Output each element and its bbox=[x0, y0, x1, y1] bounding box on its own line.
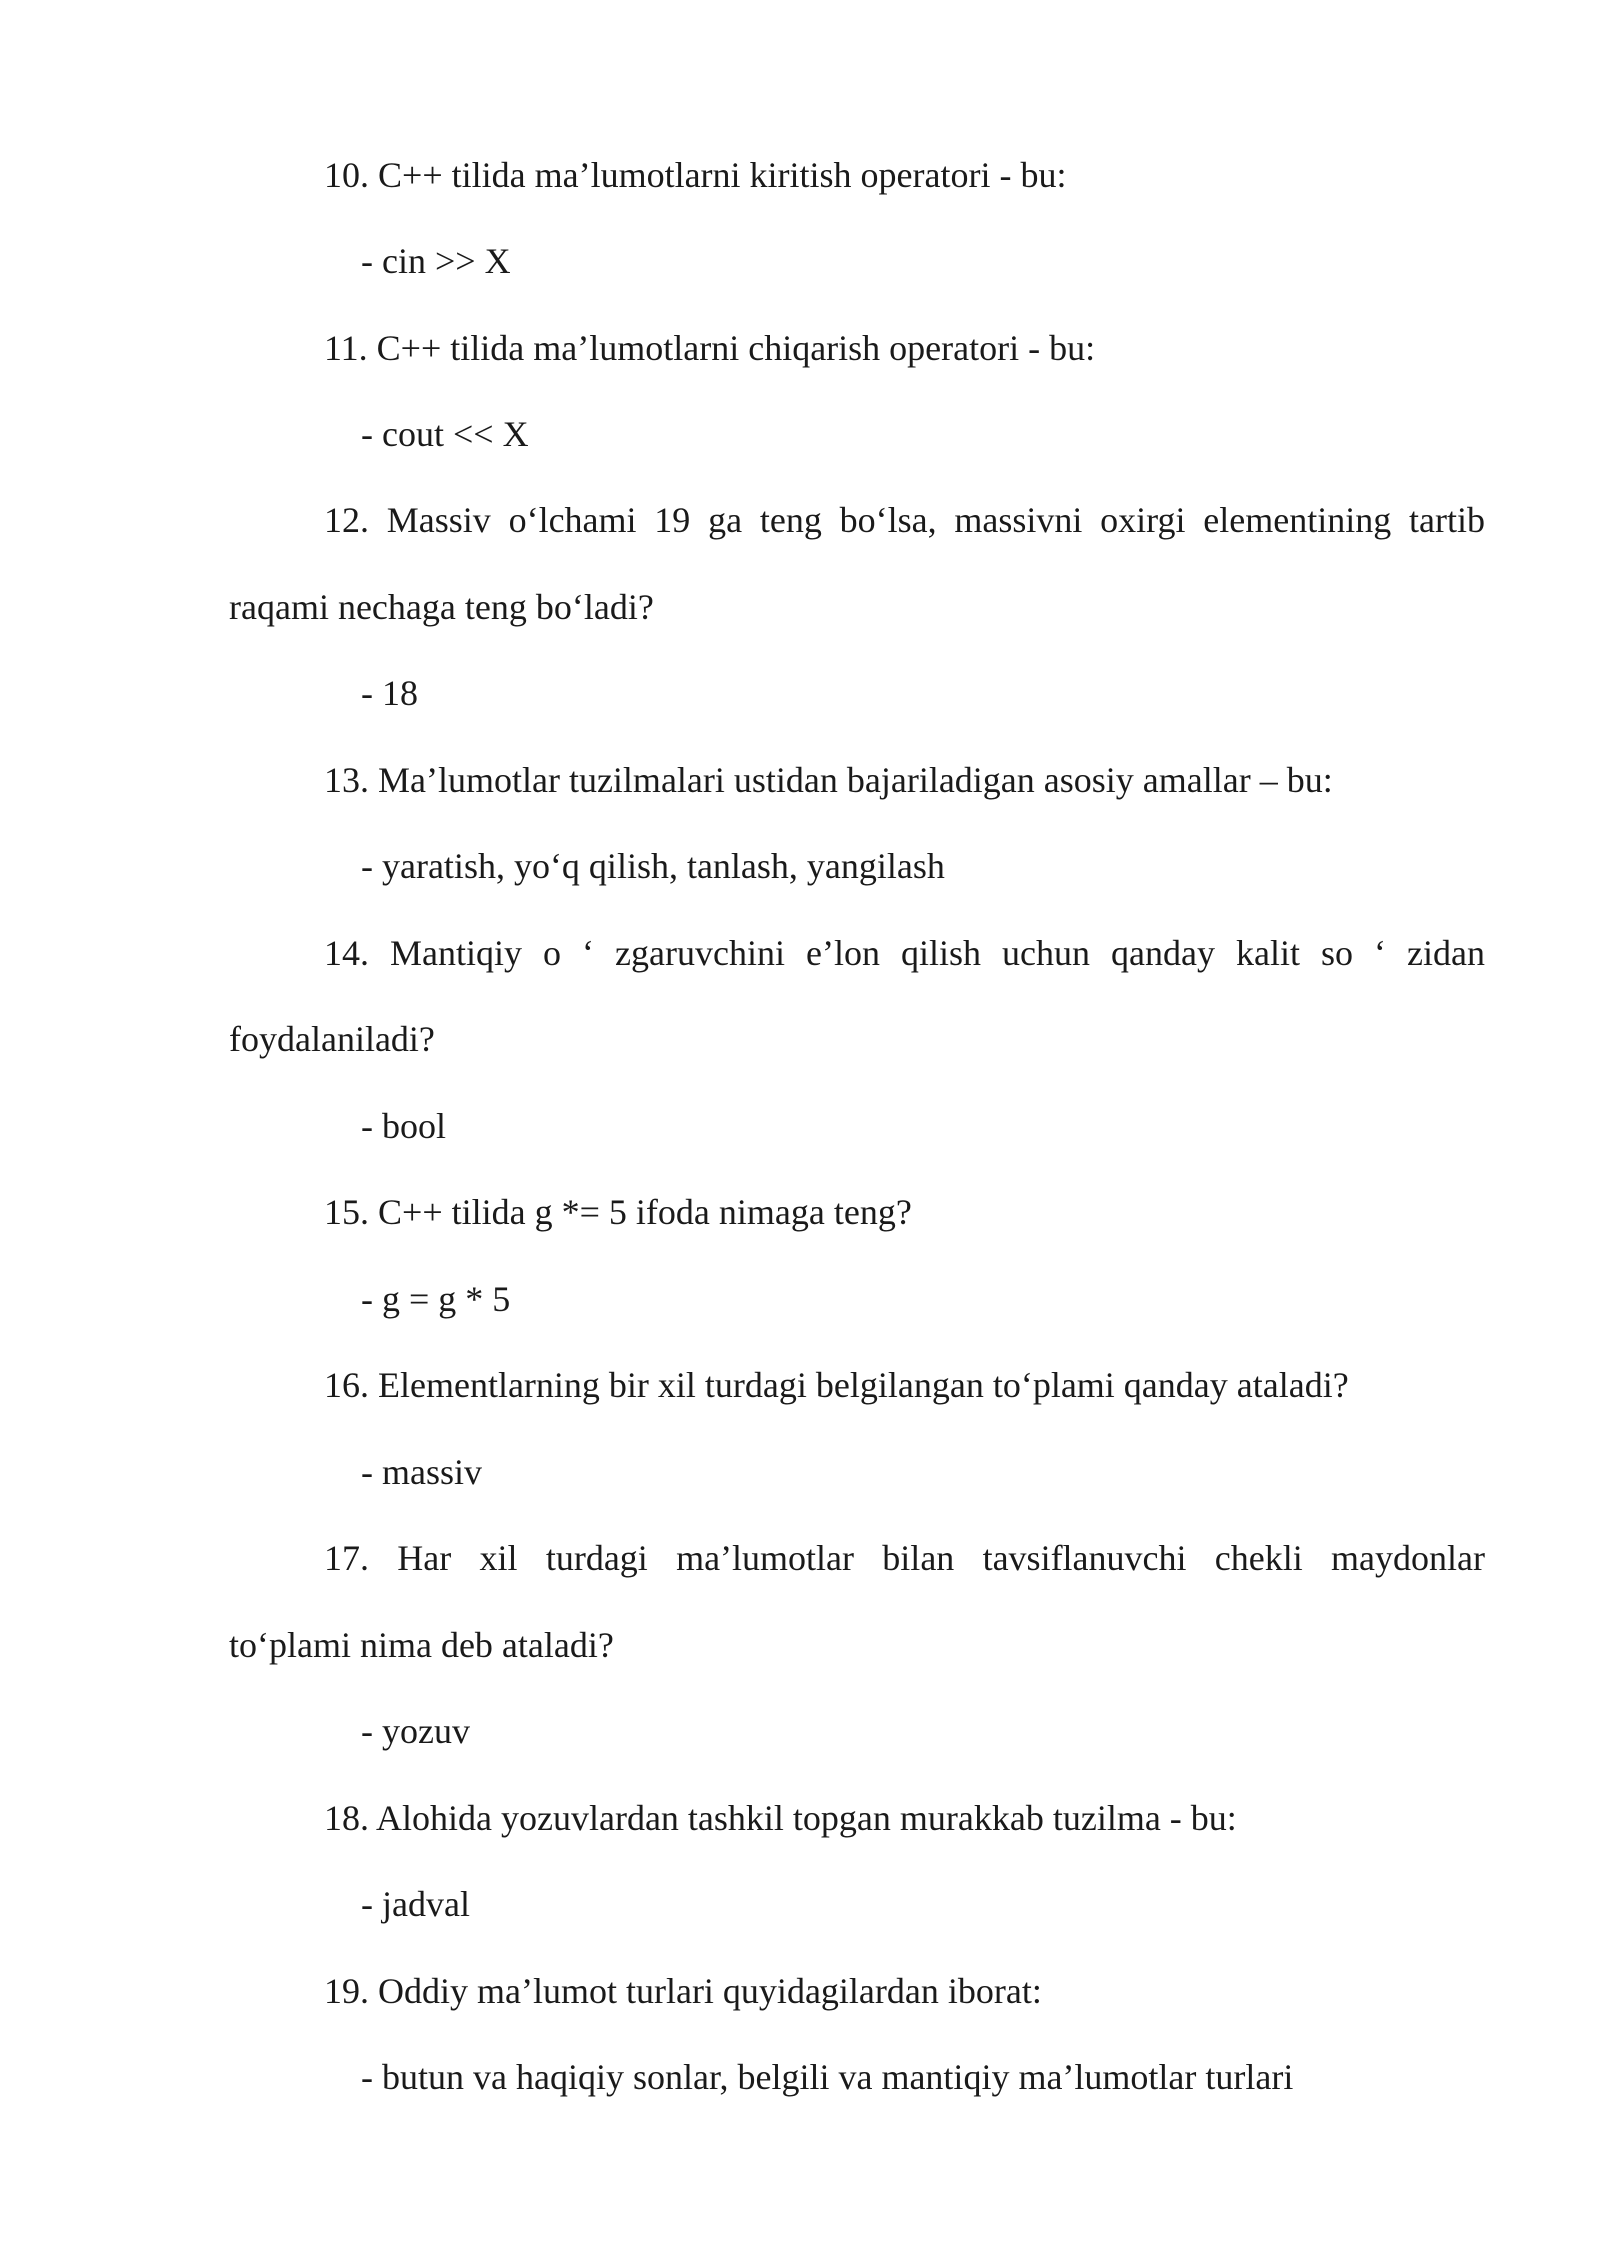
question-11: 11. C++ tilida ma’lumotlarni chiqarish operatori - bu: bbox=[324, 328, 1096, 368]
question-19: 19. Oddiy ma’lumot turlari quyidagilardan iborat: bbox=[324, 1971, 1042, 2011]
question-14-line-2: foydalaniladi? bbox=[229, 1019, 435, 1059]
answer-11: - cout << X bbox=[361, 414, 529, 454]
question-16: 16. Elementlarning bir xil turdagi belgilangan to‘plami qanday ataladi? bbox=[324, 1365, 1349, 1405]
answer-13: - yaratish, yo‘q qilish, tanlash, yangilash bbox=[361, 846, 945, 886]
answer-17: - yozuv bbox=[361, 1711, 470, 1751]
question-18: 18. Alohida yozuvlardan tashkil topgan murakkab tuzilma - bu: bbox=[324, 1798, 1237, 1838]
question-12-line-2: raqami nechaga teng bo‘ladi? bbox=[229, 587, 654, 627]
answer-19: - butun va haqiqiy sonlar, belgili va mantiqiy ma’lumotlar turlari bbox=[361, 2057, 1294, 2097]
answer-18: - jadval bbox=[361, 1884, 470, 1924]
answer-12: - 18 bbox=[361, 673, 418, 713]
answer-10: - cin >> X bbox=[361, 241, 511, 281]
question-17-line-1: 17. Har xil turdagi ma’lumotlar bilan tavsiflanuvchi chekli maydonlar bbox=[324, 1538, 1485, 1578]
question-14-line-1: 14. Mantiqiy o ‘ zgaruvchini e’lon qilish uchun qanday kalit so ‘ zidan bbox=[324, 933, 1485, 973]
question-15: 15. C++ tilida g *= 5 ifoda nimaga teng? bbox=[324, 1192, 912, 1232]
answer-16: - massiv bbox=[361, 1452, 482, 1492]
question-13: 13. Ma’lumotlar tuzilmalari ustidan bajariladigan asosiy amallar – bu: bbox=[324, 760, 1333, 800]
question-12-line-1: 12. Massiv o‘lchami 19 ga teng bo‘lsa, massivni oxirgi elementining tartib bbox=[324, 500, 1485, 540]
answer-14: - bool bbox=[361, 1106, 446, 1146]
question-17-line-2: to‘plami nima deb ataladi? bbox=[229, 1625, 614, 1665]
question-10: 10. C++ tilida ma’lumotlarni kiritish operatori - bu: bbox=[324, 155, 1067, 195]
answer-15: - g = g * 5 bbox=[361, 1279, 511, 1319]
